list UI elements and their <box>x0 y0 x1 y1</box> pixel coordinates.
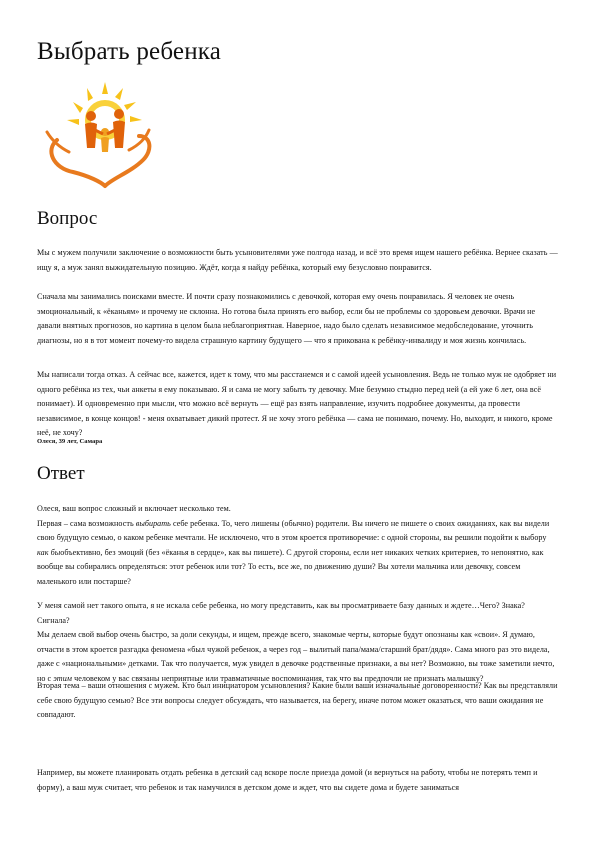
answer-paragraph-3 <box>37 679 559 723</box>
question-text: Сначала мы занимались поисками вместе. И почти сразу познакомились с девочкой, которая ему очень понравилась. Я человек не очень эмоциональный, к «ёканьям» и прочему не склонна. Но готова была принять его выбор, если бы не проблемы со здоровьем девочки. Врачи не давали внятных прогнозов, но картина в целом была неблагоприятная. Наверное, надо было сделать независимое медобследование, уточнить диагнозы, но я в тот момент почему-то видела страшную картину будущего — что я прикована к ребёнку-инвалиду и моя жизнь кончилась. <box>37 292 536 345</box>
emphasis: как бы <box>37 547 61 557</box>
answer-heading: Ответ <box>37 463 85 484</box>
text-run: объективно, без эмоций (без «ёканья в сердце», как вы пишете). С другой стороны, если нет никаких четких критериев, то непонятно, как вообще вы собирались определяться: этот ребенок или тот? То есть, все же, по движению души? Вы хотели мальчика или девочку, совсем маленького или постарше? <box>37 547 544 586</box>
answer-paragraph-1 <box>37 502 559 590</box>
family-figures-icon <box>85 109 125 152</box>
question-paragraph-2 <box>37 290 559 348</box>
question-paragraph-3 <box>37 368 559 441</box>
text-run: Первая – сама возможность <box>37 518 136 528</box>
page-title: Выбрать ребенка <box>37 38 222 65</box>
answer-text <box>37 628 559 686</box>
question-paragraph-1 <box>37 246 559 275</box>
answer-text: У меня самой нет такого опыта, я не искала себе ребенка, но могу представить, как вы просматриваете базу данных и ждете…Чего? Знака? Сигнала? <box>37 601 525 625</box>
answer-text: Например, вы можете планировать отдать ребенка в детский сад вскоре после приезда домой (и вернуться на работу, чтобы не потерять темп и форму), а ваш муж считает, что ребенок и так намучился в детском доме и ждет, что вы сидете дома и будете заниматься <box>37 768 538 792</box>
answer-intro: Олеся, ваш вопрос сложный и включает несколько тем. <box>37 504 231 513</box>
question-text: Мы с мужем получили заключение о возможности быть усыновителями уже полгода назад, и всё это время ищем нашего ребёнка. Вернее сказать — ищу я, а муж занял выжидательную позицию. Ждёт, когда я найду ребёнка, который ему безусловно понравится. <box>37 248 558 272</box>
emphasis: выбирать <box>135 518 171 528</box>
emphasis: этим <box>53 673 73 683</box>
answer-text: Вторая тема – ваши отношения с мужем. Кто был инициатором усыновления? Какие были ваши изначальные договоренности? Как вы представляли себе свою будущую семью? Все эти вопросы следует обсуждать, что называется, на берегу, иначе потом может оказаться, что ваши ожидания не совпадают. <box>37 681 558 720</box>
question-heading: Вопрос <box>37 208 98 229</box>
answer-paragraph-2 <box>37 599 559 687</box>
family-sun-heart-logo <box>39 80 159 190</box>
text-run: себе ребенка. То, чего лишены (обычно) родители. Вы ничего не пишете о своих ожиданиях, как вы видели свою будущую семью, о каком ребенке мечтали. Не исключено, что в этом кроется противоречие: с одной стороны, вы решили подойти к выбору <box>37 518 550 543</box>
question-signature: Олеся, 39 лет, Самара <box>37 438 103 445</box>
answer-text <box>37 517 559 590</box>
answer-paragraph-4 <box>37 766 559 795</box>
text-run: человеком у вас связаны неприятные или травматичные воспоминания, так что вы предпочли не признать малышку? <box>72 673 484 683</box>
text-run: Мы делаем свой выбор очень быстро, за доли секунды, и ищем, прежде всего, знакомые черты, которые будут опознаны как «свои». Я думаю, отчасти в этом кроется разгадка феномена «был чужой ребенок, а через год – вылитый папа/мама/старший брат/дядя». Сама много раз это видела, даже с «национальными» детками. Так что получается, муж увидел в девочке родственные признаки, а вы нет? Возможно, вы тоже заметили нечто, но с <box>37 630 555 683</box>
question-text: Мы написали тогда отказ. А сейчас все, кажется, идет к тому, что мы расстанемся и с самой идеей усыновления. Ведь не только муж не одобряет ни одного ребёнка из тех, чьи анкеты я ему показываю. Я и сама не могу забыть ту девочку. Мне безумно стыдно перед ней (а ей уже 6 лет, она всё понимает). И одновременно при мысли, что можно всё вернуть — ещё раз взять направление, изучить подробнее документы, да провести независимое, в конце концов! - меня охватывает дикий протест. Я не хочу этого ребёнка — сама не понимаю, почему. Но, выходит, и никого, кроме неё, не хочу? <box>37 370 557 438</box>
